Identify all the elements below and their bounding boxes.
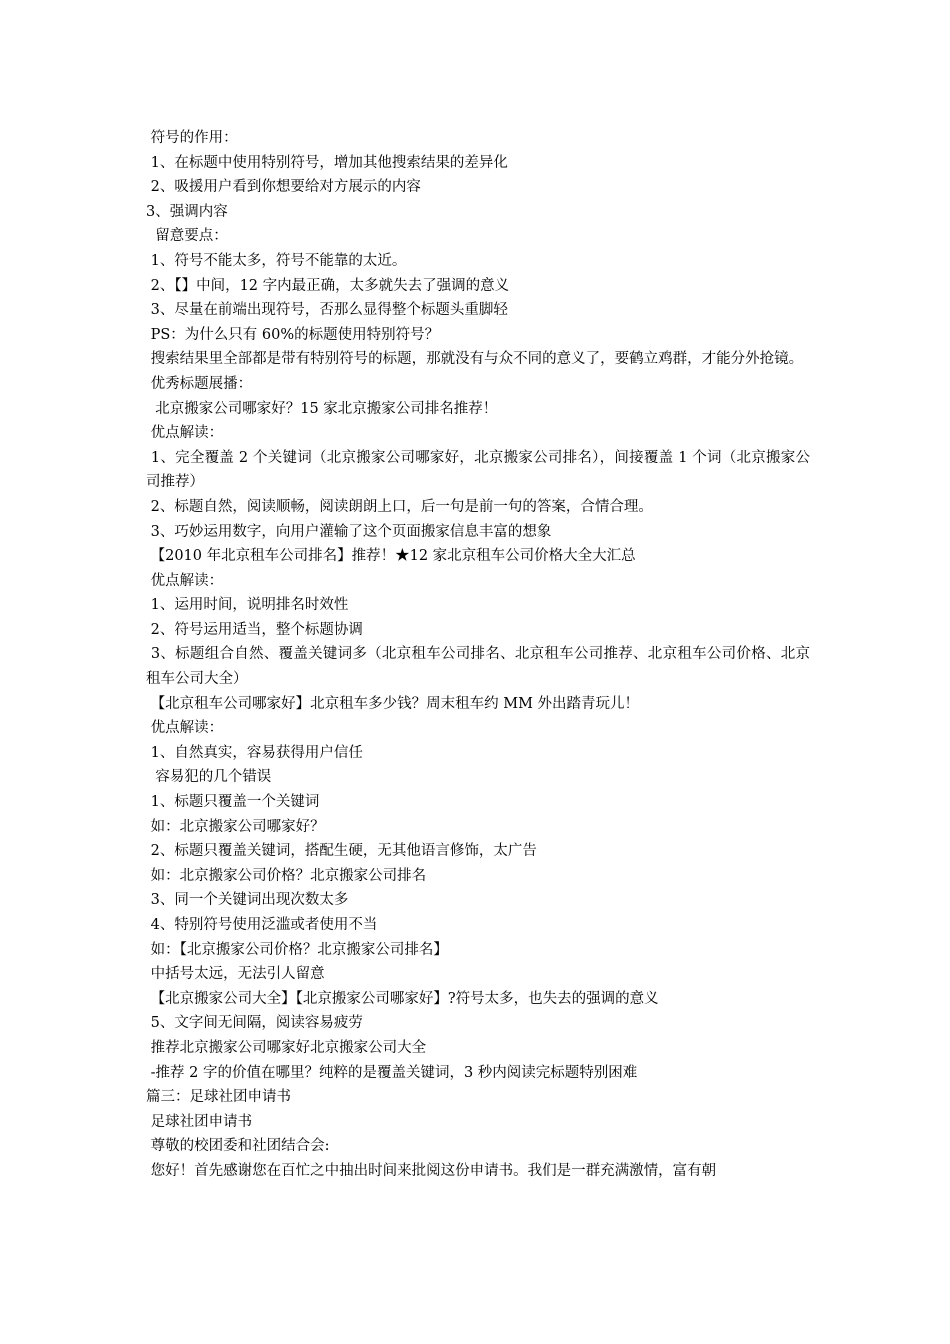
text-line: 1、符号不能太多，符号不能靠的太近。 bbox=[146, 252, 407, 269]
text-line: 【北京搬家公司大全】【北京搬家公司哪家好】?符号太多，也失去的强调的意义 bbox=[146, 990, 659, 1007]
text-line: 5、文字间无间隔，阅读容易疲劳 bbox=[146, 1015, 363, 1032]
text-line: 留意要点： bbox=[146, 228, 228, 245]
text-line: 3、尽量在前端出现符号，否那么显得整个标题头重脚轻 bbox=[146, 302, 508, 319]
text-line: 优点解读： bbox=[146, 572, 224, 589]
text-paragraph: 1、完全覆盖 2 个关键词（北京搬家公司哪家好，北京搬家公司排名），间接覆盖 1 个词（北京搬家公司推荐） bbox=[146, 449, 811, 491]
text-line: 优点解读： bbox=[146, 425, 224, 442]
text-line: 2、标题自然，阅读顺畅，阅读朗朗上口，后一句是前一句的答案，合情合理。 bbox=[146, 498, 653, 515]
text-line: 【2010 年北京租车公司排名】推荐！★12 家北京租车公司价格大全大汇总 bbox=[146, 548, 636, 565]
document-body bbox=[146, 126, 810, 1184]
text-line: 3、巧妙运用数字，向用户灌输了这个页面搬家信息丰富的想象 bbox=[146, 523, 552, 540]
salutation: 尊敬的校团委和社团结合会: bbox=[146, 1138, 330, 1155]
text-line: 1、标题只覆盖一个关键词 bbox=[146, 794, 320, 811]
text-paragraph: 3、标题组合自然、覆盖关键词多（北京租车公司排名、北京租车公司推荐、北京租车公司价格、北京租车公司大全） bbox=[146, 646, 810, 688]
text-line: 1、在标题中使用特别符号，增加其他搜索结果的差异化 bbox=[146, 154, 508, 171]
text-line: 【北京租车公司哪家好】北京租车多少钱？周末租车约 MM 外出踏青玩儿！ bbox=[146, 695, 640, 712]
text-line: 2、吸援用户看到你想要给对方展示的内容 bbox=[146, 179, 421, 196]
text-line: 优秀标题展播： bbox=[146, 375, 253, 392]
text-line: 优点解读： bbox=[146, 720, 224, 737]
text-line: 2、符号运用适当，整个标题协调 bbox=[146, 621, 363, 638]
text-line: 如：【北京搬家公司价格？北京搬家公司排名】 bbox=[146, 941, 448, 958]
section-heading: 篇三：足球社团申请书 bbox=[146, 1089, 291, 1106]
text-paragraph: 搜索结果里全部都是带有特别符号的标题，那就没有与众不同的意义了，要鹤立鸡群，才能分外抢镜。 bbox=[146, 351, 804, 368]
text-line: 1、自然真实，容易获得用户信任 bbox=[146, 744, 363, 761]
text-line: PS：为什么只有 60%的标题使用特别符号？ bbox=[146, 326, 440, 343]
text-line: 3、强调内容 bbox=[146, 203, 228, 220]
text-line: 如：北京搬家公司哪家好？ bbox=[146, 818, 325, 835]
text-line: 2、【】中间，12 字内最正确，太多就失去了强调的意义 bbox=[146, 277, 510, 294]
text-line: 1、运用时间，说明排名时效性 bbox=[146, 597, 349, 614]
text-line: 容易犯的几个错误 bbox=[146, 769, 272, 786]
text-line: -推荐 2 字的价值在哪里？纯粹的是覆盖关键词，3 秒内阅读完标题特别困难 bbox=[146, 1064, 638, 1081]
text-line: 推荐北京搬家公司哪家好北京搬家公司大全 bbox=[146, 1039, 427, 1056]
text-line: 2、标题只覆盖关键词，搭配生硬，无其他语言修饰，太广告 bbox=[146, 843, 537, 860]
text-line: 如：北京搬家公司价格？北京搬家公司排名 bbox=[146, 867, 427, 884]
text-line: 您好！首先感谢您在百忙之中抽出时间来批阅这份申请书。我们是一群充满激情，富有朝 bbox=[146, 1162, 717, 1179]
text-line: 4、特别符号使用泛滥或者使用不当 bbox=[146, 917, 378, 933]
text-line: 中括号太远，无法引人留意 bbox=[146, 966, 325, 983]
text-line: 北京搬家公司哪家好？15 家北京搬家公司排名推荐！ bbox=[146, 400, 498, 417]
text-line: 符号的作用： bbox=[146, 130, 238, 146]
text-line: 3、同一个关键词出现次数太多 bbox=[146, 892, 349, 909]
document-title: 足球社团申请书 bbox=[146, 1113, 253, 1130]
